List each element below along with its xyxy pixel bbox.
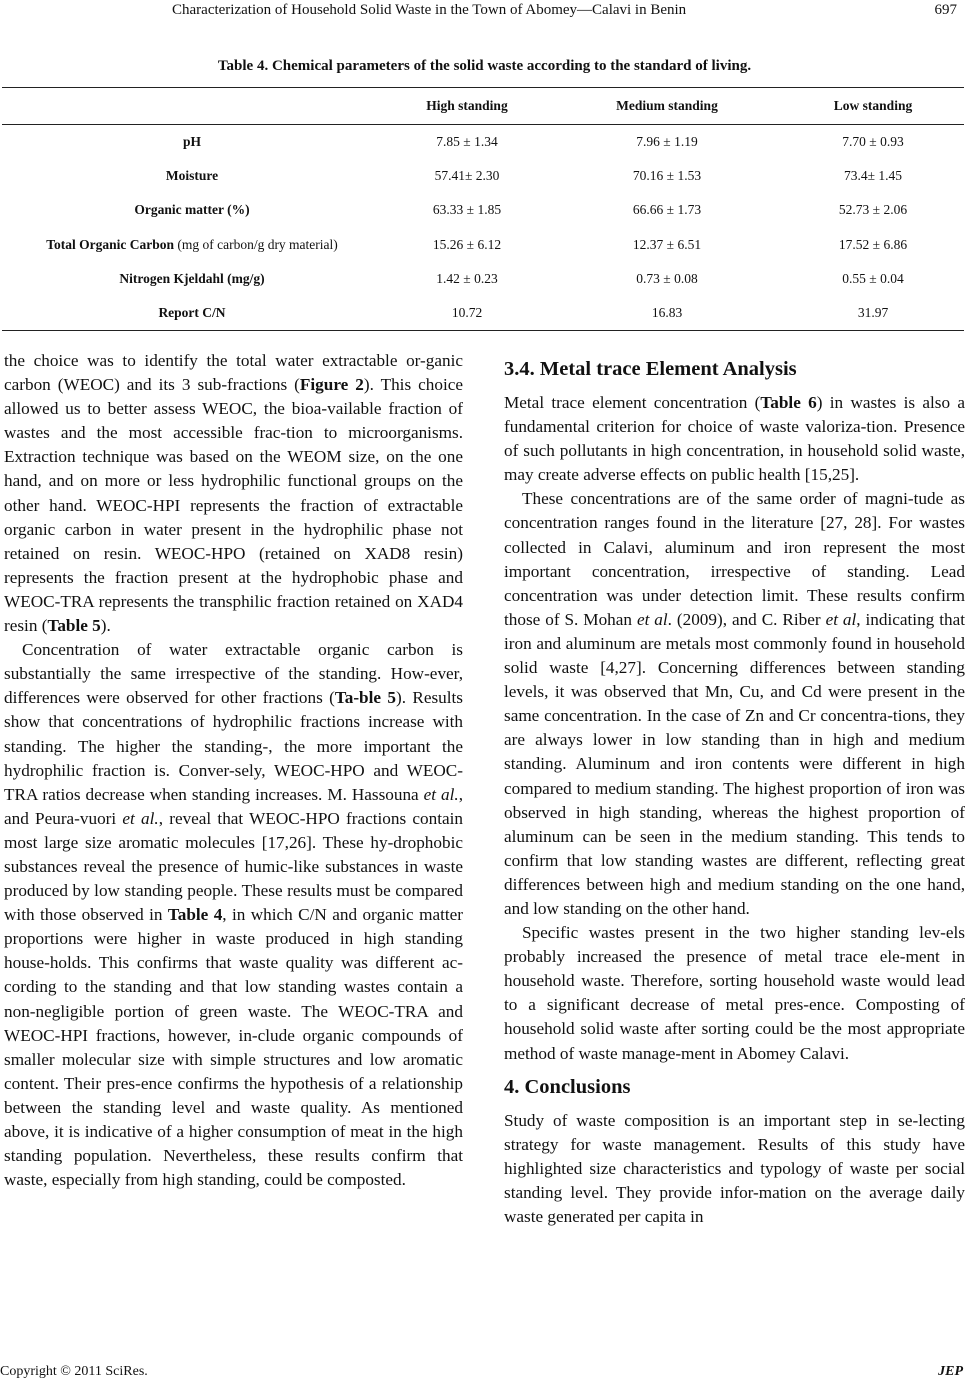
table-cell: 7.85 ± 1.34 — [436, 133, 498, 149]
table-cell: 10.72 — [382, 296, 552, 330]
table-cell: 7.70 ± 0.93 — [842, 133, 904, 149]
table-cell: 16.83 — [552, 296, 782, 330]
table-cell: 70.16 ± 1.53 — [632, 167, 702, 183]
column-header-medium-standing: Medium standing — [552, 88, 782, 125]
paragraph: the choice was to identify the total water extractable or-ganic carbon (WEOC) and its 3 sub-fractions (Figure 2). This choice allowed us to better assess WEOC, the bioa-vailable fraction of wastes and the most accessible frac-tion to microorganisms. Extraction technique was based on the WEOM size, on the one hand, and on more or less hydrophilic functional groups on the other hand. WEOC-HPI represents the fraction of extractable organic carbon in water present in the hydrophilic phase not retained on resin. WEOC-HPO (retained on XAD8 resin) represents the fraction present at the hydrophobic phase and WEOC-TRA represents the transphilic fraction retained on XAD4 resin (Table 5). — [4, 351, 463, 636]
section-heading-metal-trace: 3.4. Metal trace Element Analysis — [504, 358, 797, 380]
table-cell: 7.96 ± 1.19 — [636, 133, 698, 149]
paragraph: These concentrations are of the same order of magni-tude as concentration ranges found in the literature [27, 28]. For wastes collected in Calavi, aluminum and iron represent the most important concentration, irrespective of standing. Lead concentration was under detection limit. These results confirm those of S. Mohan et al. (2009), and C. Riber et al, indicating that iron and aluminum are metals most commonly found in household solid waste [4,27]. Concerning differences between standing levels, it was observed that Mn, Cu, and Cd were present in the same concentration. In the case of Zn and Cr concentra-tions, they are always lower in low standing than in high and medium standing. Aluminum and iron contents were different in high compared to medium standing. The highest proportion of iron was observed in high standing, whereas the highest proportion of aluminum can be seen in the medium standing. This tends to confirm that low standing wastes are different, reflecting great differences between high and medium standing on the one hand, and low standing on the other hand. — [504, 489, 965, 918]
table-row — [2, 193, 964, 227]
table-row — [2, 227, 964, 261]
table-cell: 1.42 ± 0.23 — [436, 270, 498, 286]
journal-abbrev: JEP — [938, 1364, 963, 1379]
table-cell: 0.55 ± 0.04 — [842, 270, 904, 286]
table-caption: Table 4. Chemical parameters of the solid waste according to the standard of living. — [217, 58, 752, 74]
paragraph: Specific wastes present in the two higher standing lev-els probably increased the presence of metal trace ele-ment in household waste. Therefore, sorting household waste would lead to a significant decrease of metal pres-ence. Composting of household solid waste after sorting could be the most appropriate method of waste manage-ment in Abomey Calavi. — [504, 923, 965, 1063]
row-label: pH — [182, 133, 201, 149]
paragraph: Study of waste composition is an important step in se-lecting strategy for waste management. Results of this study have highlighted size characteristics and typology of waste per social standing level. They provide infor-mation on the average daily waste generated per capita in — [504, 1110, 965, 1226]
table-row — [2, 296, 964, 330]
table-cell: 0.73 ± 0.08 — [636, 270, 698, 286]
table-cell: 52.73 ± 2.06 — [838, 202, 908, 218]
table-cell: 73.4± 1.45 — [843, 167, 903, 183]
row-label: Moisture — [165, 167, 219, 183]
table-cell: 17.52 ± 6.86 — [838, 236, 908, 252]
paragraph: Metal trace element concentration (Table 6) in wastes is also a fundamental criterion for choice of waste valoriza-tion. Presence of such pollutants in high concentration, in household solid waste, may create adverse effects on public health [15,25]. — [504, 393, 965, 485]
table-row — [2, 125, 964, 159]
column-header — [2, 88, 382, 125]
table-row — [2, 262, 964, 296]
running-title: Characterization of Household Solid Waste in the Town of Abomey—Calavi in Benin — [172, 2, 687, 18]
column-header-low-standing: Low standing — [782, 88, 964, 125]
right-text-column — [504, 356, 965, 1229]
table-header-row — [2, 88, 964, 125]
chemical-parameters-table — [2, 87, 964, 331]
row-label: Total Organic Carbon (mg of carbon/g dry material) — [46, 236, 338, 252]
row-label: Organic matter (%) — [134, 202, 250, 218]
table-cell: 66.66 ± 1.73 — [632, 202, 702, 218]
table-row — [2, 159, 964, 193]
table-cell: 31.97 — [782, 296, 964, 330]
row-label: Report C/N — [2, 296, 382, 330]
section-heading-conclusions: 4. Conclusions — [504, 1075, 631, 1098]
table-cell: 15.26 ± 6.12 — [432, 236, 502, 252]
table-cell: 57.41± 2.30 — [434, 167, 500, 183]
page-header — [0, 0, 969, 24]
table-cell: 63.33 ± 1.85 — [432, 202, 502, 218]
column-header-high-standing: High standing — [382, 88, 552, 125]
left-text-column — [4, 349, 463, 1192]
page-number: 697 — [934, 2, 957, 18]
paragraph: Concentration of water extractable organic carbon is substantially the same irrespective of the standing. How-ever, differences were observed for other fractions (Ta-ble 5). Results show that concentrations of hydrophilic fractions increase with standing. The higher the standing-, the more important the hydrophilic fraction is. Conver-sely, WEOC-HPO and WEOC-TRA ratios decrease when standing increases. M. Hassouna et al., and Peura-vuori et al., reveal that WEOC-HPO fractions contain most large size aromatic molecules [17,26]. These hy-drophobic substances reveal the presence of humic-like substances in waste produced by low standing people. These results must be compared with those observed in Table 4, in which C/N and organic matter proportions were higher in waste produced in high standing house-holds. This confirms that waste quality was different ac-cording to the standing and that low standing wastes contain a non-negligible portion of green waste. The WEOC-TRA and WEOC-HPI fractions, however, in-clude organic compounds of smaller molecular size with simple structures and low aromatic content. Their pres-ence confirms the hypothesis of a relationship between the standing level and waste quality. As mentioned above, it is indicative of a higher consumption of meat in the high standing population. Nevertheless, these results confirm that waste, especially from high standing, could be composted. — [4, 640, 464, 1190]
row-label: Nitrogen Kjeldahl (mg/g) — [119, 270, 265, 286]
copyright-notice: Copyright © 2011 SciRes. — [0, 1364, 148, 1379]
table-cell: 12.37 ± 6.51 — [632, 236, 702, 252]
